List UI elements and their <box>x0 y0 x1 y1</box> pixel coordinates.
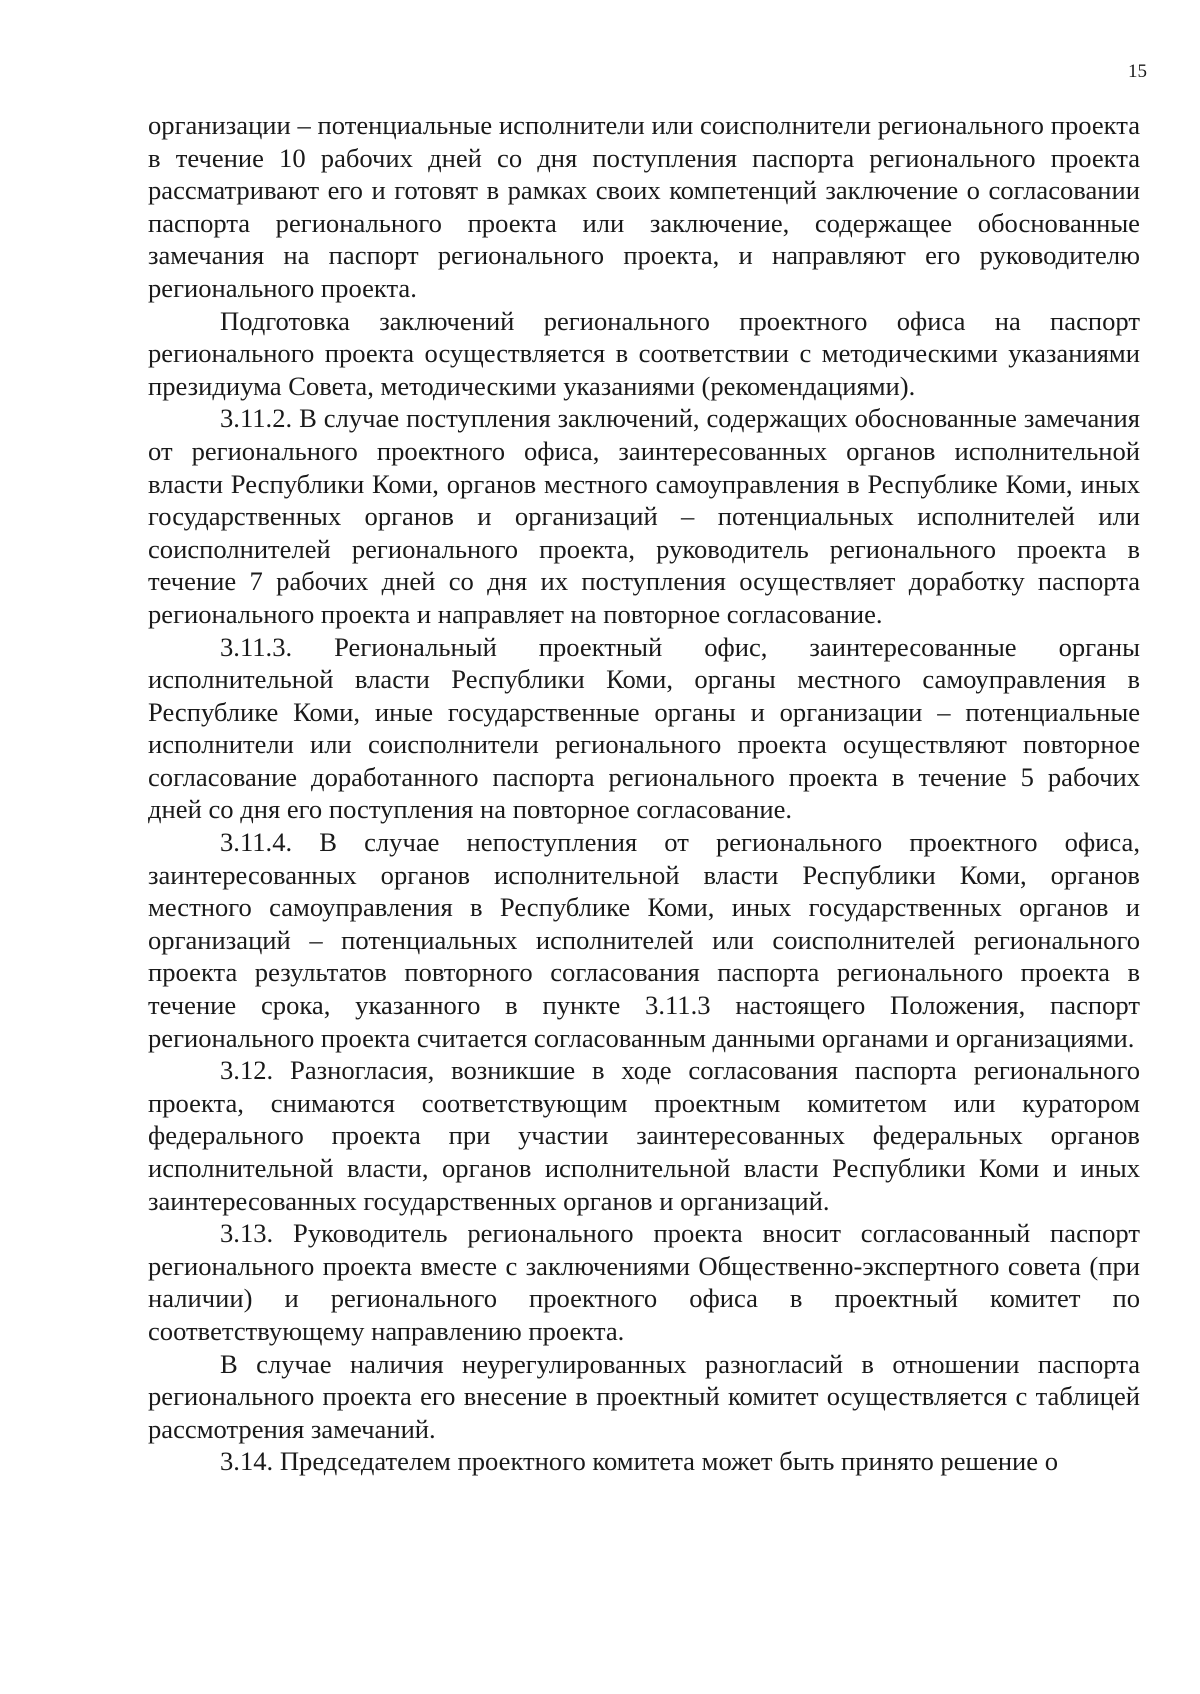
paragraph-3-13: 3.13. Руководитель регионального проекта вносит согласованный паспорт регионального проекта вместе с заключениями Общественно-экспертного совета (при наличии) и регионального проектного офиса в проектный комитет по соответствующему направлению проекта. <box>148 1218 1140 1346</box>
paragraph-2: Подготовка заключений регионального проектного офиса на паспорт регионального проекта осуществляется в соответствии с методическими указаниями президиума Совета, методическими указаниями (рекомендациями). <box>148 305 1140 401</box>
paragraph-1: организации – потенциальные исполнители или соисполнители регионального проекта в течение 10 рабочих дней со дня поступления паспорта регионального проекта рассматривают его и готовят в рамках своих компетенций заключение о согласовании паспорта регионального проекта или заключение, содержащее обоснованные замечания на паспорт регионального проекта, и направляют его руководителю регионального проекта. <box>148 110 1140 303</box>
paragraph-3-11-2: 3.11.2. В случае поступления заключений, содержащих обоснованные замечания от регионального проектного офиса, заинтересованных органов исполнительной власти Республики Коми, органов местного самоуправления в Республике Коми, иных государственных органов и организаций – потенциальных исполнителей или соисполнителей регионального проекта, руководитель регионального проекта в течение 7 рабочих дней со дня их поступления осуществляет доработку паспорта регионального проекта и направляет на повторное согласование. <box>148 403 1140 629</box>
paragraph-3-14: 3.14. Председателем проектного комитета может быть принято решение о <box>220 1446 1059 1477</box>
document-body <box>148 109 1140 1478</box>
paragraph-3-11-4: 3.11.4. В случае непоступления от регионального проектного офиса, заинтересованных органов исполнительной власти Республики Коми, органов местного самоуправления в Республике Коми, иных государственных органов и организаций – потенциальных исполнителей или соисполнителей регионального проекта результатов повторного согласования паспорта регионального проекта в течение срока, указанного в пункте 3.11.3 настоящего Положения, паспорт регионального проекта считается согласованным данными органами и организациями. <box>148 827 1140 1053</box>
paragraph-3-12: 3.12. Разногласия, возникшие в ходе согласования паспорта регионального проекта, снимаются соответствующим проектным комитетом или куратором федерального проекта при участии заинтересованных федеральных органов исполнительной власти, органов исполнительной власти Республики Коми и иных заинтересованных государственных органов и организаций. <box>148 1055 1140 1216</box>
page-number: 15 <box>1128 61 1147 82</box>
paragraph-3-11-3: 3.11.3. Региональный проектный офис, заинтересованные органы исполнительной власти Республики Коми, органы местного самоуправления в Республике Коми, иные государственные органы и организации – потенциальные исполнители или соисполнители регионального проекта осуществляют повторное согласование доработанного паспорта регионального проекта в течение 5 рабочих дней со дня его поступления на повторное согласование. <box>148 631 1140 825</box>
paragraph-disagreements: В случае наличия неурегулированных разногласий в отношении паспорта регионального проекта его внесение в проектный комитет осуществляется с таблицей рассмотрения замечаний. <box>148 1348 1140 1444</box>
